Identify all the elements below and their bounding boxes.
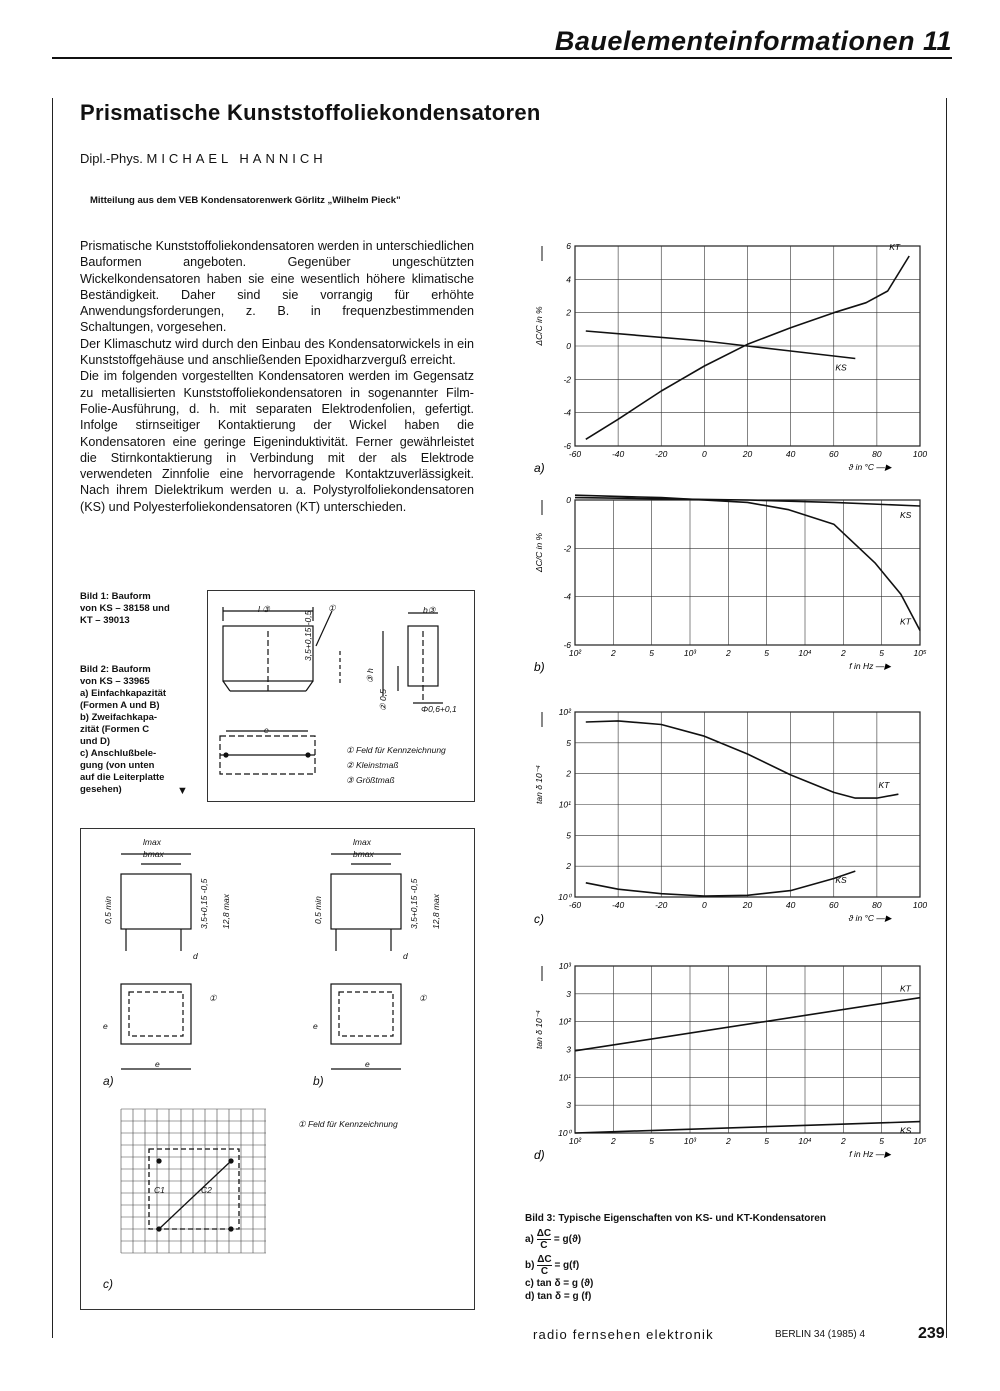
y-tick-label: 10¹ bbox=[558, 799, 571, 810]
caption-line: KT – 39013 bbox=[80, 615, 130, 626]
x-tick-label: -20 bbox=[655, 900, 668, 910]
dim-min: ② 0,5 bbox=[378, 689, 388, 711]
plot-frame bbox=[575, 500, 920, 645]
fig2-note: ① Feld für Kennzeichnung bbox=[298, 1119, 398, 1129]
y-axis-label: tan δ 10⁻⁴ bbox=[534, 1010, 544, 1049]
x-tick-label: 2 bbox=[840, 1136, 846, 1146]
x-tick-label: 10² bbox=[568, 1136, 582, 1146]
x-tick-label: 0 bbox=[702, 449, 707, 459]
issue-info: BERLIN 34 (1985) 4 bbox=[775, 1329, 866, 1340]
dim-h: ③ h bbox=[365, 668, 375, 683]
y-tick-label: -2 bbox=[563, 374, 571, 385]
y-tick-label: 5 bbox=[566, 830, 571, 841]
x-tick-label: 5 bbox=[879, 1136, 885, 1146]
article-note: Mitteilung aus dem VEB Kondensatorenwerk Görlitz „Wilhelm Pieck" bbox=[90, 195, 401, 206]
journal-name: radio fernsehen elektronik bbox=[533, 1327, 714, 1342]
x-axis-label: f in Hz —▶ bbox=[849, 1149, 891, 1159]
legend-item: ③ Größtmaß bbox=[346, 775, 395, 785]
chart-c bbox=[520, 700, 930, 958]
x-tick-label: 20 bbox=[742, 900, 753, 910]
y-tick-label: 3 bbox=[566, 988, 571, 999]
x-tick-label: -60 bbox=[568, 449, 582, 459]
author-name: MICHAEL HANNICH bbox=[146, 151, 327, 166]
dim-bmax: bmax bbox=[143, 849, 164, 859]
caption-line: von KS – 33965 bbox=[80, 676, 150, 687]
x-tick-label: 5 bbox=[764, 648, 770, 658]
dim-pin-b: 3,5+0,15 -0,5 bbox=[409, 878, 419, 929]
y-tick-label: 3 bbox=[566, 1044, 571, 1055]
dim-pin: 3,5+0,15 -0,5 bbox=[199, 878, 209, 929]
series-label: KT bbox=[889, 242, 901, 252]
x-tick-label: 2 bbox=[840, 648, 846, 658]
label-c1: C1 bbox=[154, 1185, 165, 1195]
x-axis-label: ϑ in °C —▶ bbox=[848, 462, 892, 472]
x-tick-label: -60 bbox=[568, 900, 582, 910]
chart-a bbox=[520, 236, 930, 491]
series-line-kt bbox=[575, 495, 920, 630]
header-title: Bauelementeinformationen 11 bbox=[554, 26, 952, 56]
series-line-ks bbox=[586, 871, 856, 896]
y-tick-label: -6 bbox=[563, 640, 571, 650]
label-c: c) bbox=[103, 1277, 113, 1291]
y-tick-label: -6 bbox=[563, 441, 571, 451]
dim-e: e bbox=[264, 725, 269, 735]
article-body bbox=[80, 238, 474, 515]
label-a: a) bbox=[103, 1074, 114, 1088]
y-tick-label: 10⁰ bbox=[558, 1128, 571, 1138]
x-tick-label: 10⁴ bbox=[798, 648, 812, 658]
caption-line: b) Zweifachkapa- bbox=[80, 712, 158, 723]
paragraph: Der Klimaschutz wird durch den Einbau des Kondensatorwickels in ein Kunststoffgehäuse und anschließenden Epoxidharzverguß erreicht. bbox=[80, 336, 474, 368]
dim-e-h-b: e bbox=[365, 1059, 370, 1069]
x-tick-label: 5 bbox=[764, 1136, 770, 1146]
dim-bmax-b: bmax bbox=[353, 849, 374, 859]
legend-item: ② Kleinstmaß bbox=[346, 760, 399, 770]
page-number: 239 bbox=[918, 1325, 945, 1342]
series-label: KS bbox=[900, 510, 912, 521]
y-axis-label: ΔC/C in % bbox=[534, 532, 544, 573]
bild1-caption bbox=[80, 591, 170, 627]
dim-dia: Φ0,6+0,1 bbox=[421, 704, 457, 714]
arrow-down-icon: ▼ bbox=[177, 785, 188, 797]
caption-line: zität (Formen C bbox=[80, 724, 150, 735]
y-tick-label: 3 bbox=[566, 1100, 571, 1111]
bild2-caption bbox=[80, 664, 188, 797]
dim-e-h: e bbox=[155, 1059, 160, 1069]
x-tick-label: 100 bbox=[912, 449, 928, 459]
y-tick-label: 10¹ bbox=[558, 1072, 571, 1083]
x-tick-label: 80 bbox=[872, 900, 882, 910]
author-prefix: Dipl.-Phys. bbox=[80, 151, 143, 166]
dim-hmax-b: 12,8 max bbox=[431, 894, 441, 929]
dim-l: l ③ bbox=[258, 604, 270, 614]
bild3-title: Bild 3: Typische Eigenschaften von KS- und KT-Kondensatoren bbox=[525, 1213, 826, 1224]
paragraph: Prismatische Kunststoffoliekondensatoren werden in unterschiedlichen Bauformen angeboten. Gegenüber ungeschützten Wickelkondensatoren haben sie eine wesentlich höhere klimatische Beständigkeit. Daher sind sie vorrangig für erhöhte Anwendungsforderungen, z. B. in frequenzbestimmenden Schaltungen, vorgesehen. bbox=[80, 239, 474, 335]
right-rule bbox=[946, 98, 947, 1338]
series-label: KS bbox=[835, 362, 847, 373]
x-tick-label: 40 bbox=[785, 900, 796, 910]
marker-1: ① bbox=[209, 993, 217, 1003]
series-label: KS bbox=[900, 1125, 912, 1136]
y-tick-label: 2 bbox=[566, 307, 571, 318]
x-tick-label: 10⁵ bbox=[913, 648, 927, 658]
chart-d bbox=[520, 958, 930, 1190]
y-tick-label: 2 bbox=[566, 768, 571, 779]
caption-line: von KS – 38158 und bbox=[80, 603, 170, 614]
bild3-item-b: b) $\frac{\Delta C}{C}$ = g(f) bbox=[525, 1254, 580, 1277]
x-tick-label: 2 bbox=[725, 1136, 731, 1146]
left-rule bbox=[52, 98, 53, 1338]
panel-label: a) bbox=[534, 461, 545, 475]
y-tick-label: 10³ bbox=[558, 961, 571, 971]
x-tick-label: 60 bbox=[829, 900, 839, 910]
x-tick-label: 2 bbox=[725, 648, 731, 658]
x-tick-label: -40 bbox=[611, 449, 625, 459]
panel-label: b) bbox=[534, 660, 545, 674]
y-axis-label: tan δ 10⁻⁴ bbox=[534, 765, 544, 804]
caption-line: und D) bbox=[80, 736, 111, 747]
y-tick-label: 4 bbox=[566, 274, 571, 285]
x-tick-label: 10⁴ bbox=[798, 1136, 812, 1146]
figure-1-legend bbox=[346, 743, 446, 788]
y-tick-label: 0 bbox=[566, 495, 571, 505]
dim-hmax: 12,8 max bbox=[221, 894, 231, 929]
label-c2: C2 bbox=[201, 1185, 212, 1195]
x-tick-label: 80 bbox=[872, 449, 882, 459]
y-tick-label: 0 bbox=[566, 341, 571, 351]
caption-line: auf die Leiterplatte bbox=[80, 772, 165, 783]
x-tick-label: 5 bbox=[649, 1136, 655, 1146]
y-tick-label: 10⁰ bbox=[558, 892, 571, 902]
chart-b bbox=[520, 490, 930, 700]
marker-1: ① bbox=[328, 603, 336, 613]
dim-min: 0,5 min bbox=[103, 896, 113, 924]
x-tick-label: 2 bbox=[610, 648, 616, 658]
label-b: b) bbox=[313, 1074, 324, 1088]
dim-lmax: lmax bbox=[143, 837, 161, 847]
bild3-item-d: d) tan δ = g (f) bbox=[525, 1291, 592, 1302]
x-tick-label: 10³ bbox=[683, 1136, 697, 1146]
series-label: KT bbox=[900, 616, 911, 627]
caption-line: gung (von unten bbox=[80, 760, 155, 771]
x-axis-label: ϑ in °C —▶ bbox=[848, 913, 892, 923]
y-tick-label: 10² bbox=[558, 1016, 571, 1027]
legend-item: ① Feld für Kennzeichnung bbox=[346, 745, 446, 755]
y-tick-label: 10² bbox=[558, 707, 571, 717]
dim-pin: 3,5+0,15 -0,5 bbox=[303, 610, 313, 661]
x-tick-label: -20 bbox=[655, 449, 668, 459]
caption-line: c) Anschlußbele- bbox=[80, 748, 157, 759]
x-tick-label: 40 bbox=[785, 449, 796, 459]
grid-c bbox=[121, 1109, 266, 1253]
x-tick-label: -40 bbox=[611, 900, 625, 910]
dim-min-b: 0,5 min bbox=[313, 896, 323, 924]
x-tick-label: 2 bbox=[610, 1136, 616, 1146]
x-tick-label: 10³ bbox=[683, 648, 697, 658]
dim-d-b: d bbox=[403, 951, 408, 961]
series-line-ks bbox=[575, 1122, 920, 1133]
x-tick-label: 60 bbox=[829, 449, 839, 459]
series-line-ks bbox=[586, 331, 856, 359]
paragraph: Die im folgenden vorgestellten Kondensatoren werden im Gegensatz zu metallisierten Kunststoffoliekondensatoren in sogenannter Film-Folie-Ausführung, d. h. mit separaten Elektrodenfolien, gefertigt. Infolge stirnseitiger Kontaktierung der Wickel haben die Kondensatoren eine geringe Eigeninduktivität. Ferner gewährleistet die Stirnkontaktierung in Verbindung mit der als Elektrode verwendeten Zinnfolie eine hervorragende Kontaktzuverlässigkeit. Nach ihrem Dielektrikum werden u. a. Polystyrolfoliekondensatoren (KS) und Polyesterfoliekondensatoren (KT) unterschieden. bbox=[80, 369, 474, 514]
x-tick-label: 5 bbox=[649, 648, 655, 658]
caption-line: Bild 1: Bauform bbox=[80, 591, 151, 602]
dim-b: b③ bbox=[423, 605, 436, 615]
bild3-item-c: c) tan δ = g (ϑ) bbox=[525, 1278, 594, 1289]
panel-label: c) bbox=[534, 912, 544, 926]
series-label: KT bbox=[900, 983, 911, 994]
y-axis-label: ΔC/C in % bbox=[534, 306, 544, 346]
dim-lmax-b: lmax bbox=[353, 837, 371, 847]
dim-e-v: e bbox=[103, 1021, 108, 1031]
x-tick-label: 10⁵ bbox=[913, 1136, 927, 1146]
y-tick-label: -4 bbox=[563, 591, 571, 602]
caption-line: (Formen A und B) bbox=[80, 700, 160, 711]
x-tick-label: 100 bbox=[912, 900, 928, 910]
series-label: KT bbox=[878, 780, 890, 791]
header-rule bbox=[52, 57, 952, 59]
marker-1-b: ① bbox=[419, 993, 427, 1003]
figure-1 bbox=[207, 590, 475, 802]
x-tick-label: 0 bbox=[702, 900, 707, 910]
series-line-kt bbox=[586, 721, 899, 798]
author-line bbox=[80, 151, 327, 166]
x-tick-label: 5 bbox=[879, 648, 885, 658]
series-label: KS bbox=[835, 875, 847, 886]
bild3-caption bbox=[525, 1212, 826, 1303]
caption-line: gesehen) bbox=[80, 784, 122, 795]
x-tick-label: 20 bbox=[742, 449, 753, 459]
dim-d: d bbox=[193, 951, 198, 961]
y-tick-label: 5 bbox=[566, 737, 571, 748]
y-tick-label: 6 bbox=[566, 241, 571, 251]
x-axis-label: f in Hz —▶ bbox=[849, 661, 891, 671]
article-title: Prismatische Kunststoffoliekondensatoren bbox=[80, 100, 541, 125]
series-line-kt bbox=[575, 998, 920, 1051]
caption-line: Bild 2: Bauform bbox=[80, 664, 151, 675]
y-tick-label: -2 bbox=[563, 543, 571, 554]
caption-line: a) Einfachkapazität bbox=[80, 688, 167, 699]
bild3-item-a: a) $\frac{\Delta C}{C}$ = g(ϑ) bbox=[525, 1228, 582, 1251]
x-tick-label: 10² bbox=[568, 648, 582, 658]
figure-2 bbox=[80, 828, 475, 1310]
dim-e-v-b: e bbox=[313, 1021, 318, 1031]
y-tick-label: -4 bbox=[563, 407, 571, 418]
y-tick-label: 2 bbox=[566, 861, 571, 872]
panel-label: d) bbox=[534, 1148, 545, 1162]
